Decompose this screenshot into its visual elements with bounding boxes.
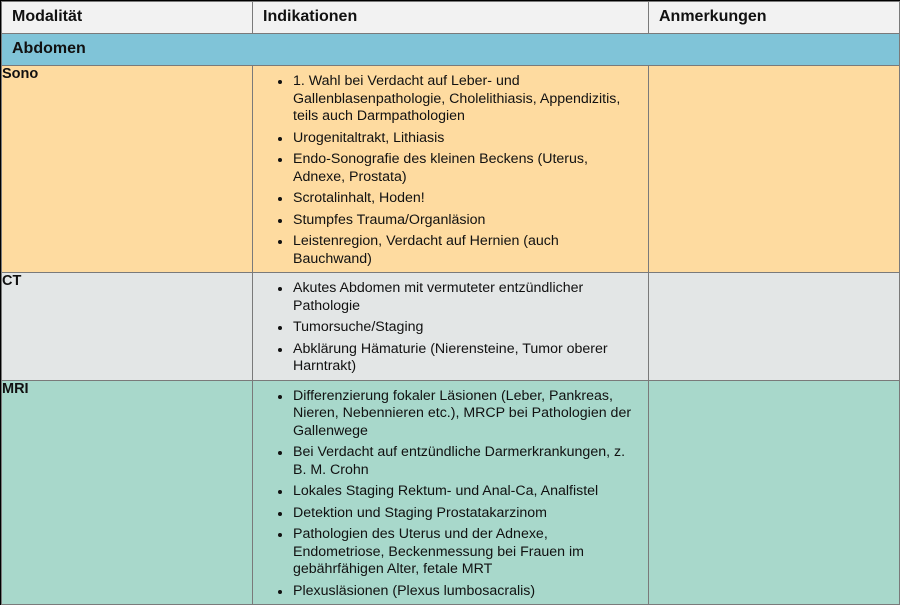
remarks-cell <box>649 380 900 605</box>
list-item: • Pathologien des Uterus und der Adnexe, Endometriose, Beckenmessung bei Frauen im gebährfähigen Alter, fetale MRT <box>292 526 640 579</box>
list-item: • Detektion und Staging Prostatakarzinom <box>292 505 640 523</box>
list-item: • Endo-Sonografie des kleinen Beckens (Uterus, Adnexe, Prostata) <box>292 151 640 186</box>
list-item: • Urogenitaltrakt, Lithiasis <box>292 130 640 148</box>
indication-list <box>253 273 648 376</box>
indications-cell <box>253 273 649 381</box>
list-item: • Scrotalinhalt, Hoden! <box>292 190 640 208</box>
header-modality: Modalität <box>2 2 253 34</box>
section-title: Abdomen <box>2 34 900 66</box>
indication-list <box>253 66 648 268</box>
list-item: • 1. Wahl bei Verdacht auf Leber- und Gallenblasenpathologie, Cholelithiasis, Appendizitis, teils auch Darmpathologien <box>292 73 640 126</box>
indications-cell <box>253 66 649 273</box>
list-item: • Bei Verdacht auf entzündliche Darmerkrankungen, z. B. M. Crohn <box>292 444 640 479</box>
list-item: • Abklärung Hämaturie (Nierensteine, Tumor oberer Harntrakt) <box>292 341 640 376</box>
table-row <box>2 273 900 381</box>
modality-table <box>1 1 900 605</box>
modality-cell: Sono <box>2 66 253 273</box>
indications-cell <box>253 380 649 605</box>
list-item: • Leistenregion, Verdacht auf Hernien (auch Bauchwand) <box>292 233 640 268</box>
list-item: • Tumorsuche/Staging <box>292 319 640 337</box>
list-item: • Stumpfes Trauma/Organläsion <box>292 212 640 230</box>
modality-cell: MRI <box>2 380 253 605</box>
list-item: • Akutes Abdomen mit vermuteter entzündlicher Pathologie <box>292 280 640 315</box>
table-row <box>2 380 900 605</box>
remarks-cell <box>649 66 900 273</box>
list-item: • Differenzierung fokaler Läsionen (Leber, Pankreas, Nieren, Nebennieren etc.), MRCP bei Pathologien der Gallenwege <box>292 388 640 441</box>
remarks-cell <box>649 273 900 381</box>
header-indications: Indikationen <box>253 2 649 34</box>
table-row <box>2 66 900 273</box>
header-row <box>2 2 900 34</box>
modality-cell: CT <box>2 273 253 381</box>
header-remarks: Anmerkungen <box>649 2 900 34</box>
indication-list <box>253 381 648 601</box>
section-row-abdomen <box>2 34 900 66</box>
list-item: • Plexusläsionen (Plexus lumbosacralis) <box>292 583 640 601</box>
list-item: • Lokales Staging Rektum- und Anal-Ca, Analfistel <box>292 483 640 501</box>
